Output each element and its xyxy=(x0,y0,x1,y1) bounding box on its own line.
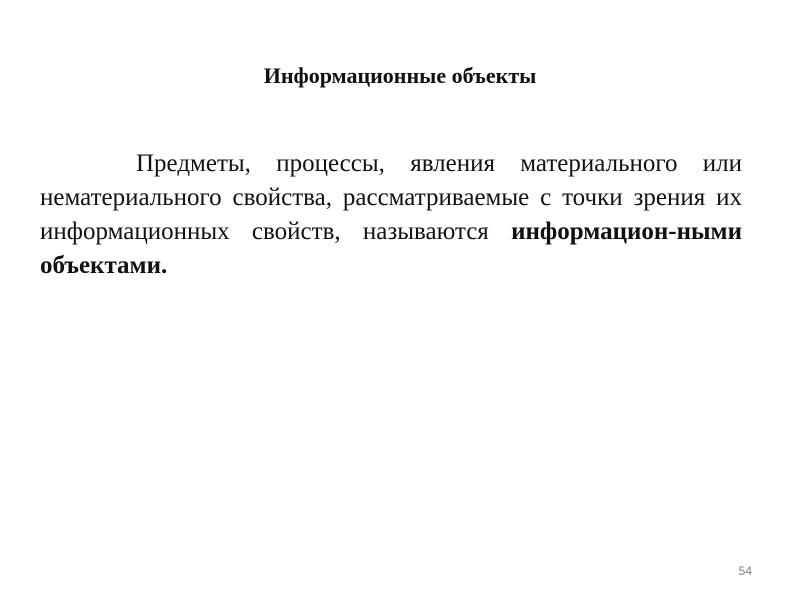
body-text: Предметы, процессы, явления материального или нематериального свойства, рассматриваемые с точки зрения их информационных свойств, называются xyxy=(40,150,742,245)
slide-body-paragraph xyxy=(40,147,742,283)
defined-term: информацион-ными объектами. xyxy=(40,218,742,279)
page-number: 54 xyxy=(738,564,752,578)
slide-title: Информационные объекты xyxy=(263,63,537,88)
